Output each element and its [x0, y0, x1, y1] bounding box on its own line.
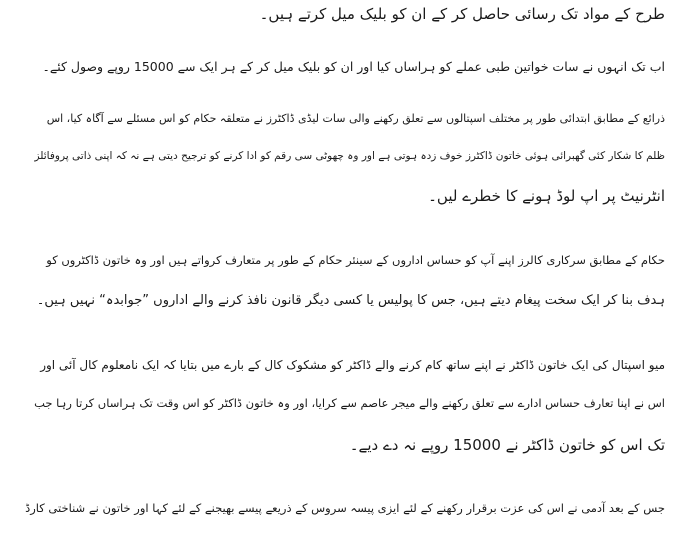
paragraph-4-line-1: حکام کے مطابق سرکاری کالرز اپنے آپ کو حساس اداروں کے سینئر حکام کے طور پر متعارف کرواتے ہیں اور وہ خاتون ڈاکٹروں کو: [46, 253, 665, 267]
paragraph-6-line-1: جس کے بعد آدمی نے اس کی عزت برقرار رکھنے کے لئے ایزی پیسہ سروس کے ذریعے پیسے بھیجنے کے لئے کہا اور خاتون نے شناختی کارڈ: [25, 501, 665, 515]
paragraph-5-line-3: تک اس کو خاتون ڈاکٹر نے 15000 روپے نہ دے دیے۔: [349, 436, 665, 454]
paragraph-3-line-2: ظلم کا شکار کئی گھبرائی ہوئی خاتون ڈاکٹرز خوف زدہ ہوتی ہے اور وہ چھوٹی سی رقم کو ادا کرنے کو ترجیح دیتی ہے نہ کہ اپنی ذاتی پروفائلز: [34, 150, 665, 162]
paragraph-1-line-1: طرح کے مواد تک رسائی حاصل کر کے ان کو بلیک میل کرتے ہیں۔: [259, 5, 665, 23]
paragraph-3-line-3: انٹرنیٹ پر اپ لوڈ ہونے کا خطرے لیں۔: [428, 187, 665, 205]
paragraph-4-line-2: ہدف بنا کر ایک سخت پیغام دیتے ہیں، جس کا پولیس یا کسی دیگر قانون نافذ کرنے والے اداروں ”جوابدہ“ نہیں ہیں۔: [36, 293, 665, 308]
paragraph-5-line-1: میو اسپتال کی ایک خاتون ڈاکٹر نے اپنے ساتھ کام کرنے والے ڈاکٹر کو مشکوک کال کے بارے میں بتایا کہ ایک نامعلوم کال آئی اور: [40, 358, 665, 372]
paragraph-5-line-2: اس نے اپنا تعارف حساس ادارے سے تعلق رکھنے والے میجر عاصم سے کرایا، اور وہ خاتون ڈاکٹر کو اس وقت تک ہراساں کرتا رہا جب: [34, 396, 665, 410]
paragraph-3-line-1: ذرائع کے مطابق ابتدائی طور پر مختلف اسپتالوں سے تعلق رکھنے والی سات لیڈی ڈاکٹرز نے متعلقہ حکام کو اس مسئلے سے آگاہ کیا، اس: [46, 112, 665, 125]
paragraph-2-line-1: اب تک انہوں نے سات خواتین طبی عملے کو ہراساں کیا اور ان کو بلیک میل کر کے ہر ایک سے 15000 روپے وصول کئے۔: [42, 59, 665, 74]
